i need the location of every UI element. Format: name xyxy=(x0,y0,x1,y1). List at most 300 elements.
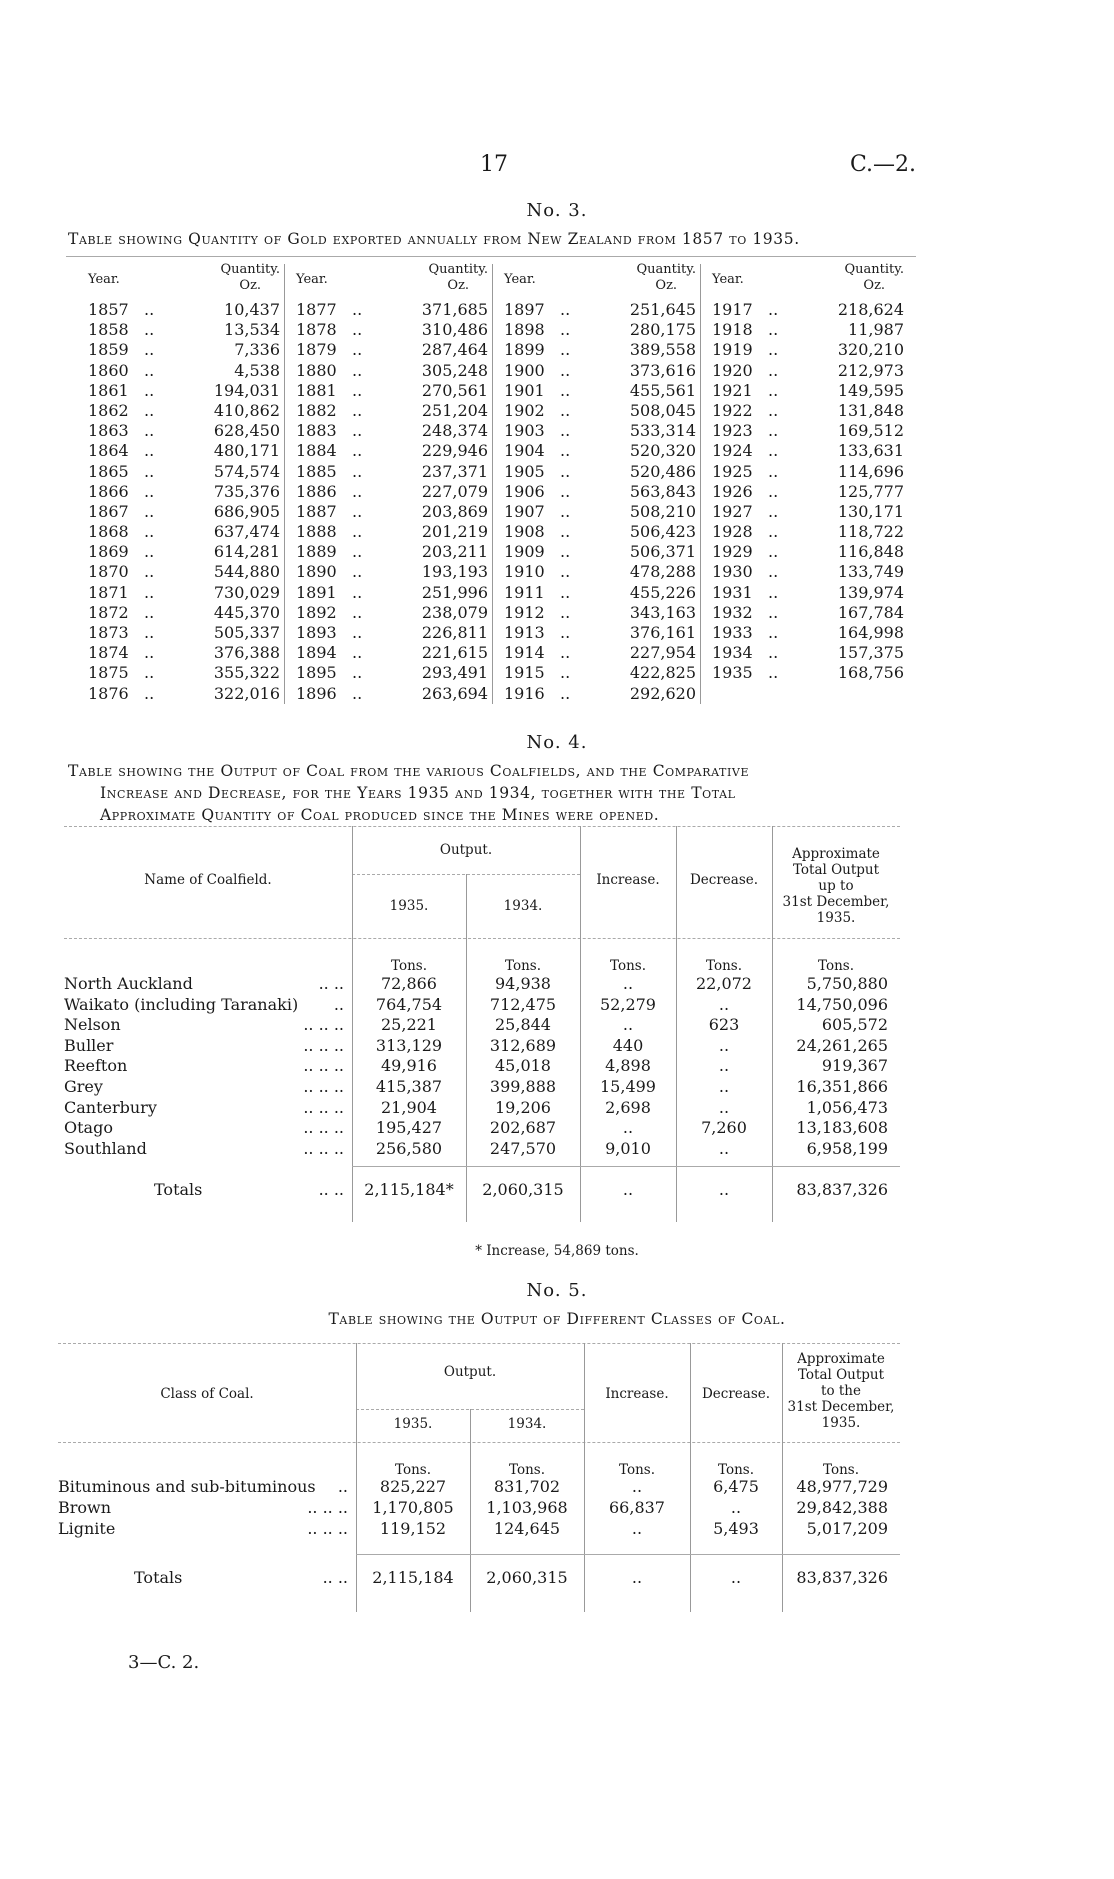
totals-rule xyxy=(356,1554,900,1555)
gold-quantity: 251,204 xyxy=(421,400,488,420)
leader-dots: .. xyxy=(768,340,779,360)
total-output-value: 48,977,729 xyxy=(796,1477,888,1496)
output-1935: 49,916 xyxy=(381,1056,437,1076)
gold-year: 1885 xyxy=(296,461,337,481)
leader-dots: .. xyxy=(560,340,571,360)
gold-quantity: 455,226 xyxy=(629,582,696,602)
units-label: Tons. xyxy=(718,1462,754,1478)
gold-quantity: 13,534 xyxy=(224,320,280,340)
gold-year: 1905 xyxy=(504,461,545,481)
gold-year: 1919 xyxy=(712,340,753,360)
total-output-header-line: Total Output xyxy=(792,862,880,878)
units-label: Tons. xyxy=(505,958,541,974)
gold-quantity: 11,987 xyxy=(848,320,904,340)
leader-dots: .. xyxy=(768,501,779,521)
gold-quantity: 371,685 xyxy=(421,300,488,319)
output-header: Output. xyxy=(439,842,493,858)
increase-value: .. xyxy=(622,1118,634,1138)
gold-quantity: 227,079 xyxy=(421,481,488,501)
gold-quantity: 263,694 xyxy=(421,683,488,703)
gold-year: 1887 xyxy=(296,501,337,521)
units-label: Tons. xyxy=(391,958,427,974)
gold-quantity: 455,561 xyxy=(629,380,696,400)
gold-year: 1921 xyxy=(712,380,753,400)
page-number: 17 xyxy=(480,152,508,177)
decrease-header: Decrease. xyxy=(689,872,759,888)
quantity-header-label: Quantity. xyxy=(220,262,280,277)
total-output-header-line: Approximate xyxy=(792,846,880,862)
row-name: Otago xyxy=(64,1118,113,1138)
gold-quantity: 116,848 xyxy=(837,542,904,562)
leader-dots: .. xyxy=(333,994,344,1014)
gold-quantity: 508,210 xyxy=(629,501,696,521)
gold-quantity: 238,079 xyxy=(421,602,488,622)
leader-dots: .. xyxy=(144,663,155,683)
gold-year: 1862 xyxy=(88,400,129,420)
output-1934: 712,475 xyxy=(489,994,557,1014)
gold-year: 1878 xyxy=(296,320,337,340)
table4-footnote: * Increase, 54,869 tons. xyxy=(475,1243,639,1259)
gold-quantity: 637,474 xyxy=(213,522,280,542)
gold-quantity: 149,595 xyxy=(837,380,904,400)
total-output-value: 1,056,473 xyxy=(806,1097,888,1117)
gold-year: 1873 xyxy=(88,623,129,642)
totals-label: Totals xyxy=(154,1180,203,1199)
total-output-header-line: 1935. xyxy=(816,910,856,926)
decrease-value: 6,475 xyxy=(713,1477,759,1496)
quantity-header-label: Quantity. xyxy=(636,262,696,277)
gold-quantity: 506,423 xyxy=(629,522,696,542)
leader-dots: .. xyxy=(352,441,363,461)
gold-year: 1886 xyxy=(296,481,337,501)
gold-quantity: 508,045 xyxy=(629,400,696,420)
leader-dots: .. xyxy=(144,481,155,501)
output-1935: 2,115,184* xyxy=(364,1180,454,1199)
gold-year: 1930 xyxy=(712,562,753,582)
header-bottom-rule xyxy=(58,1442,900,1443)
gold-year: 1857 xyxy=(88,300,129,319)
increase-value: .. xyxy=(631,1568,643,1587)
leader-dots: .. xyxy=(144,542,155,562)
decrease-value: .. xyxy=(730,1568,742,1587)
output-1935: 195,427 xyxy=(375,1118,443,1138)
gold-year: 1928 xyxy=(712,522,753,542)
leader-dots: .. .. xyxy=(318,1180,344,1199)
gold-quantity: 520,320 xyxy=(629,441,696,461)
increase-value: .. xyxy=(631,1519,643,1538)
gold-year: 1926 xyxy=(712,481,753,501)
leader-dots: .. xyxy=(560,522,571,542)
name-header: Class of Coal. xyxy=(160,1386,254,1402)
decrease-value: 5,493 xyxy=(713,1519,759,1538)
gold-year: 1908 xyxy=(504,522,545,542)
gold-year: 1900 xyxy=(504,360,545,380)
decrease-value: .. xyxy=(718,1056,730,1076)
gold-year: 1934 xyxy=(712,643,753,663)
gold-quantity: 422,825 xyxy=(629,663,696,683)
gold-year: 1916 xyxy=(504,683,545,703)
leader-dots: .. .. .. xyxy=(303,1118,344,1138)
gold-year: 1910 xyxy=(504,562,545,582)
leader-dots: .. xyxy=(352,501,363,521)
increase-header: Increase. xyxy=(605,1386,669,1402)
gold-quantity: 133,631 xyxy=(837,441,904,461)
leader-dots: .. xyxy=(560,623,571,642)
gold-quantity: 614,281 xyxy=(213,542,280,562)
year-header: Year. xyxy=(504,272,536,287)
increase-value: 9,010 xyxy=(605,1138,651,1158)
row-name: North Auckland xyxy=(64,974,193,993)
gold-year: 1866 xyxy=(88,481,129,501)
gold-quantity: 533,314 xyxy=(629,421,696,441)
gold-quantity: 320,210 xyxy=(837,340,904,360)
output-1935: 415,387 xyxy=(375,1077,443,1096)
leader-dots: .. xyxy=(768,542,779,562)
gold-year: 1875 xyxy=(88,663,129,683)
gold-year: 1920 xyxy=(712,360,753,380)
year-1935-header: 1935. xyxy=(393,1416,433,1432)
total-output-header-line: 31st December, xyxy=(787,1399,895,1415)
leader-dots: .. xyxy=(768,522,779,542)
leader-dots: .. xyxy=(768,380,779,400)
gold-quantity: 221,615 xyxy=(421,643,488,663)
year-1934-header: 1934. xyxy=(507,1416,547,1432)
row-name: Reefton xyxy=(64,1056,128,1076)
increase-value: .. xyxy=(622,974,634,993)
leader-dots: .. xyxy=(352,683,363,703)
gold-year: 1903 xyxy=(504,421,545,441)
total-output-value: 5,017,209 xyxy=(806,1519,888,1538)
total-output-value: 13,183,608 xyxy=(796,1118,888,1138)
leader-dots: .. xyxy=(337,1477,348,1496)
leader-dots: .. xyxy=(144,360,155,380)
table3-caption: Table showing Quantity of Gold exported annually from New Zealand from 1857 to 1935. xyxy=(68,230,800,248)
leader-dots: .. xyxy=(352,663,363,683)
quantity-header-unit: Oz. xyxy=(447,278,470,293)
leader-dots: .. xyxy=(560,663,571,683)
gold-year: 1863 xyxy=(88,421,129,441)
leader-dots: .. xyxy=(560,602,571,622)
leader-dots: .. xyxy=(144,441,155,461)
output-1934: 202,687 xyxy=(489,1118,557,1138)
gold-quantity: 520,486 xyxy=(629,461,696,481)
leader-dots: .. xyxy=(352,400,363,420)
total-output-value: 5,750,880 xyxy=(806,974,888,993)
leader-dots: .. xyxy=(144,461,155,481)
decrease-value: .. xyxy=(730,1498,742,1517)
gold-year: 1881 xyxy=(296,380,337,400)
gold-quantity: 343,163 xyxy=(629,602,696,622)
table5-caption: Table showing the Output of Different Classes of Coal. xyxy=(328,1310,786,1328)
row-name: Brown xyxy=(58,1498,112,1517)
row-name: Nelson xyxy=(64,1015,121,1035)
output-1934: 19,206 xyxy=(495,1097,551,1117)
total-output-header-line: Total Output xyxy=(797,1367,885,1383)
leader-dots: .. xyxy=(560,360,571,380)
gold-year: 1909 xyxy=(504,542,545,562)
row-name: Bituminous and sub-bituminous xyxy=(58,1477,316,1496)
gold-year: 1894 xyxy=(296,643,337,663)
gold-quantity: 478,288 xyxy=(629,562,696,582)
gold-quantity: 139,974 xyxy=(837,582,904,602)
decrease-value: 623 xyxy=(708,1015,740,1035)
gold-quantity: 133,749 xyxy=(837,562,904,582)
gold-quantity: 229,946 xyxy=(421,441,488,461)
gold-year: 1868 xyxy=(88,522,129,542)
leader-dots: .. xyxy=(768,400,779,420)
leader-dots: .. xyxy=(768,643,779,663)
gold-quantity: 131,848 xyxy=(837,400,904,420)
leader-dots: .. xyxy=(560,481,571,501)
decrease-value: 22,072 xyxy=(696,974,752,993)
output-1935: 21,904 xyxy=(381,1097,437,1117)
gold-quantity: 445,370 xyxy=(213,602,280,622)
gold-quantity: 4,538 xyxy=(234,360,280,380)
gold-year: 1915 xyxy=(504,663,545,683)
gold-quantity: 544,880 xyxy=(213,562,280,582)
leader-dots: .. xyxy=(352,522,363,542)
output-1934: 399,888 xyxy=(489,1077,557,1096)
year-1934-header: 1934. xyxy=(503,898,543,914)
leader-dots: .. xyxy=(352,380,363,400)
leader-dots: .. xyxy=(768,582,779,602)
table4-caption-line3: Approximate Quantity of Coal produced since the Mines were opened. xyxy=(100,806,660,824)
increase-value: 15,499 xyxy=(600,1077,656,1096)
gold-year: 1893 xyxy=(296,623,337,642)
gold-quantity: 563,843 xyxy=(629,481,696,501)
total-output-value: 16,351,866 xyxy=(796,1077,888,1096)
gold-quantity: 168,756 xyxy=(837,663,904,683)
leader-dots: .. xyxy=(144,522,155,542)
decrease-value: .. xyxy=(718,1138,730,1158)
increase-value: 2,698 xyxy=(605,1097,651,1117)
leader-dots: .. xyxy=(352,602,363,622)
leader-dots: .. .. xyxy=(322,1568,348,1587)
decrease-value: 7,260 xyxy=(701,1118,747,1138)
gold-year: 1860 xyxy=(88,360,129,380)
leader-dots: .. xyxy=(144,602,155,622)
leader-dots: .. .. .. xyxy=(307,1498,348,1517)
gold-year: 1879 xyxy=(296,340,337,360)
gold-year: 1864 xyxy=(88,441,129,461)
leader-dots: .. xyxy=(144,300,155,319)
leader-dots: .. xyxy=(352,623,363,642)
leader-dots: .. xyxy=(560,300,571,319)
output-1934: 1,103,968 xyxy=(486,1498,568,1517)
leader-dots: .. xyxy=(144,380,155,400)
leader-dots: .. .. .. xyxy=(303,1077,344,1096)
leader-dots: .. xyxy=(768,360,779,380)
quantity-header-unit: Oz. xyxy=(655,278,678,293)
leader-dots: .. xyxy=(768,562,779,582)
leader-dots: .. xyxy=(560,643,571,663)
leader-dots: .. xyxy=(560,421,571,441)
gold-year: 1859 xyxy=(88,340,129,360)
year-1935-header: 1935. xyxy=(389,898,429,914)
gold-quantity: 287,464 xyxy=(421,340,488,360)
decrease-value: .. xyxy=(718,994,730,1014)
leader-dots: .. xyxy=(560,683,571,703)
units-label: Tons. xyxy=(823,1462,859,1478)
leader-dots: .. xyxy=(144,683,155,703)
leader-dots: .. .. xyxy=(318,974,344,993)
row-name: Canterbury xyxy=(64,1097,157,1117)
output-1934: 124,645 xyxy=(493,1519,561,1538)
increase-value: .. xyxy=(622,1180,634,1199)
units-label: Tons. xyxy=(395,1462,431,1478)
gold-year: 1929 xyxy=(712,542,753,562)
gold-year: 1880 xyxy=(296,360,337,380)
gold-quantity: 237,371 xyxy=(421,461,488,481)
output-1935: 313,129 xyxy=(375,1035,443,1055)
gold-year: 1876 xyxy=(88,683,129,703)
gold-quantity: 322,016 xyxy=(213,683,280,703)
gold-quantity: 227,954 xyxy=(629,643,696,663)
gold-quantity: 280,175 xyxy=(629,320,696,340)
gold-year: 1895 xyxy=(296,663,337,683)
decrease-value: .. xyxy=(718,1035,730,1055)
leader-dots: .. xyxy=(560,562,571,582)
gold-year: 1917 xyxy=(712,300,753,319)
gold-year: 1931 xyxy=(712,582,753,602)
gold-quantity: 389,558 xyxy=(629,340,696,360)
leader-dots: .. xyxy=(144,582,155,602)
total-output-header-line: up to xyxy=(818,878,854,894)
gold-year: 1891 xyxy=(296,582,337,602)
gold-year: 1912 xyxy=(504,602,545,622)
output-1935: 72,866 xyxy=(381,974,437,993)
increase-value: .. xyxy=(631,1477,643,1496)
quantity-header-label: Quantity. xyxy=(428,262,488,277)
row-name: Southland xyxy=(64,1138,147,1158)
gold-quantity: 7,336 xyxy=(234,340,280,360)
increase-value: 440 xyxy=(612,1035,644,1055)
leader-dots: .. xyxy=(144,400,155,420)
output-1934: 25,844 xyxy=(495,1015,551,1035)
gold-quantity: 251,645 xyxy=(629,300,696,319)
leader-dots: .. xyxy=(560,501,571,521)
gold-quantity: 169,512 xyxy=(837,421,904,441)
table4-caption-line1: Table showing the Output of Coal from the various Coalfields, and the Comparative xyxy=(68,762,750,780)
header-top-rule xyxy=(58,1343,900,1344)
total-output-value: 14,750,096 xyxy=(796,994,888,1014)
total-output-header-line: 31st December, xyxy=(782,894,890,910)
total-output-value: 605,572 xyxy=(821,1015,888,1035)
leader-dots: .. xyxy=(768,663,779,683)
gold-year: 1858 xyxy=(88,320,129,340)
gold-year: 1898 xyxy=(504,320,545,340)
leader-dots: .. xyxy=(352,582,363,602)
gold-quantity: 730,029 xyxy=(213,582,280,602)
gold-quantity: 203,869 xyxy=(421,501,488,521)
leader-dots: .. xyxy=(768,421,779,441)
gold-quantity: 376,161 xyxy=(629,623,696,642)
output-1935: 119,152 xyxy=(379,1519,447,1538)
gold-year: 1870 xyxy=(88,562,129,582)
gold-quantity: 305,248 xyxy=(421,360,488,380)
gold-quantity: 203,211 xyxy=(421,542,488,562)
leader-dots: .. xyxy=(144,501,155,521)
gold-year: 1907 xyxy=(504,501,545,521)
gold-quantity: 125,777 xyxy=(837,481,904,501)
document-reference: C.—2. xyxy=(850,152,917,177)
row-name: Lignite xyxy=(58,1519,116,1538)
gold-quantity: 194,031 xyxy=(213,380,280,400)
gold-quantity: 686,905 xyxy=(213,501,280,521)
leader-dots: .. xyxy=(352,562,363,582)
gold-year: 1901 xyxy=(504,380,545,400)
gold-quantity: 164,998 xyxy=(837,623,904,642)
leader-dots: .. xyxy=(352,340,363,360)
decrease-value: .. xyxy=(718,1097,730,1117)
gold-year: 1932 xyxy=(712,602,753,622)
leader-dots: .. .. .. xyxy=(303,1138,344,1158)
row-name: Waikato (including Taranaki) xyxy=(64,994,299,1014)
gold-year: 1874 xyxy=(88,643,129,663)
gold-year: 1884 xyxy=(296,441,337,461)
gold-year: 1927 xyxy=(712,501,753,521)
total-output-value: 29,842,388 xyxy=(796,1498,888,1517)
gold-quantity: 355,322 xyxy=(213,663,280,683)
leader-dots: .. xyxy=(144,643,155,663)
units-label: Tons. xyxy=(818,958,854,974)
total-output-header-line: 1935. xyxy=(821,1415,861,1431)
gold-quantity: 376,388 xyxy=(213,643,280,663)
leader-dots: .. xyxy=(144,320,155,340)
gold-quantity: 270,561 xyxy=(421,380,488,400)
gold-year: 1867 xyxy=(88,501,129,521)
gold-quantity: 218,624 xyxy=(837,300,904,319)
units-label: Tons. xyxy=(706,958,742,974)
gold-year: 1922 xyxy=(712,400,753,420)
gold-year: 1890 xyxy=(296,562,337,582)
output-1934: 94,938 xyxy=(495,974,551,993)
gold-year: 1935 xyxy=(712,663,753,683)
total-output-header-line: to the xyxy=(821,1383,861,1399)
quantity-header-label: Quantity. xyxy=(844,262,904,277)
row-name: Grey xyxy=(64,1077,103,1096)
gold-quantity: 574,574 xyxy=(213,461,280,481)
units-label: Tons. xyxy=(509,1462,545,1478)
table4-caption-line2: Increase and Decrease, for the Years 1935 and 1934, together with the Total xyxy=(100,784,736,802)
total-output-header-line: Approximate xyxy=(797,1351,885,1367)
gold-year: 1925 xyxy=(712,461,753,481)
gold-quantity: 212,973 xyxy=(837,360,904,380)
leader-dots: .. xyxy=(352,360,363,380)
leader-dots: .. xyxy=(560,400,571,420)
gold-quantity: 193,193 xyxy=(421,562,488,582)
leader-dots: .. xyxy=(352,300,363,319)
leader-dots: .. xyxy=(352,421,363,441)
increase-header: Increase. xyxy=(596,872,660,888)
output-header: Output. xyxy=(443,1364,497,1380)
total-output-value: 24,261,265 xyxy=(796,1035,888,1055)
units-label: Tons. xyxy=(619,1462,655,1478)
output-1935: 764,754 xyxy=(375,994,443,1014)
leader-dots: .. xyxy=(560,380,571,400)
gold-year: 1883 xyxy=(296,421,337,441)
leader-dots: .. xyxy=(352,461,363,481)
gold-year: 1897 xyxy=(504,300,545,319)
year-header: Year. xyxy=(712,272,744,287)
leader-dots: .. xyxy=(352,320,363,340)
gold-quantity: 157,375 xyxy=(837,643,904,663)
gold-year: 1861 xyxy=(88,380,129,400)
leader-dots: .. xyxy=(768,602,779,622)
gold-quantity: 310,486 xyxy=(421,320,488,340)
leader-dots: .. xyxy=(768,300,779,319)
leader-dots: .. xyxy=(144,421,155,441)
